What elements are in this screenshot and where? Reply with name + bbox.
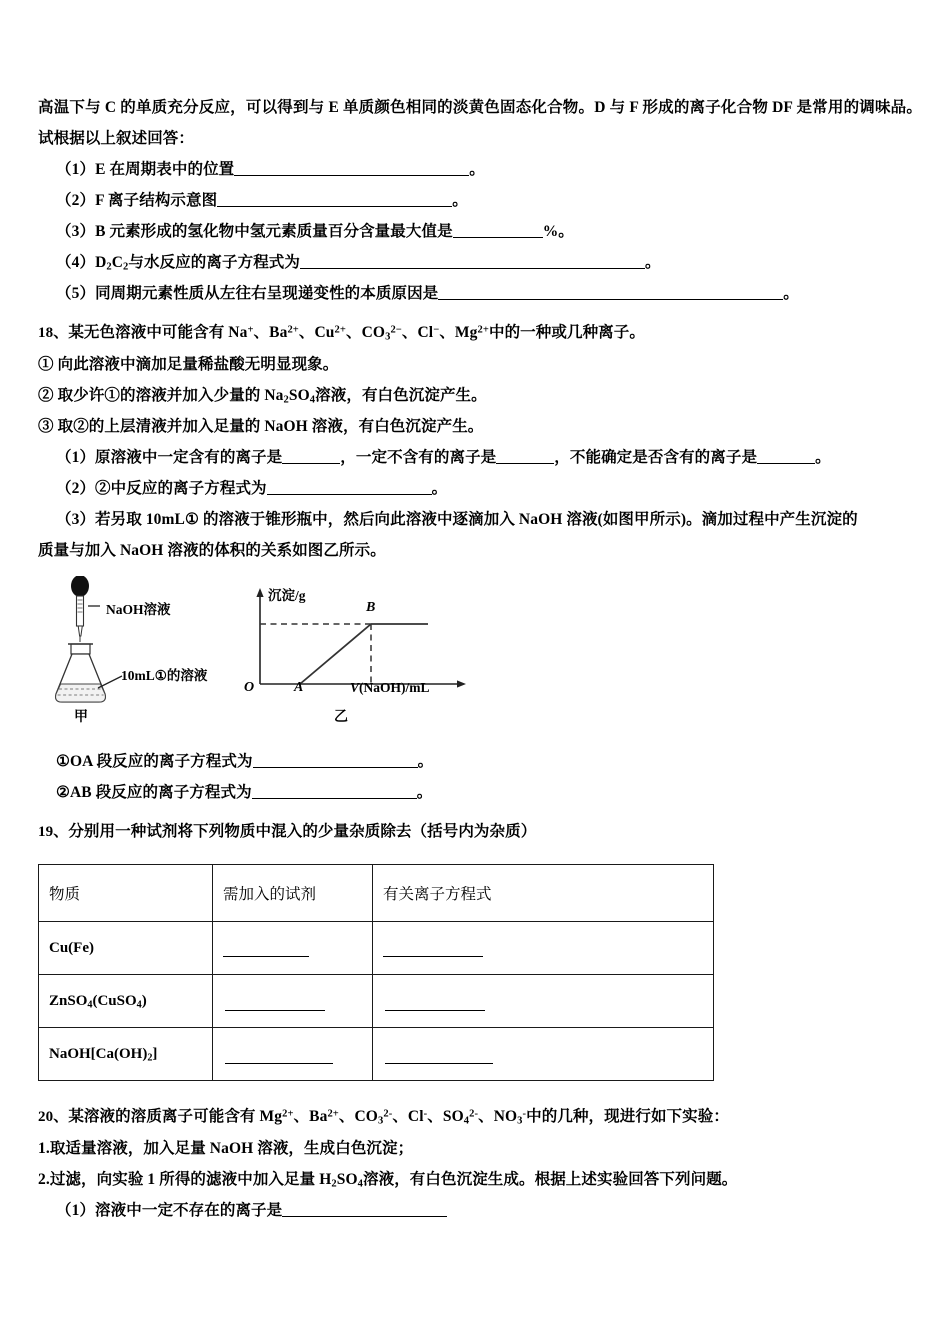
q18-sub2-blank[interactable]	[267, 480, 432, 495]
q18-sub1-c: ，不能确定是否含有的离子是	[554, 449, 758, 466]
intro-item-2-text: F 离子结构示意图	[95, 192, 218, 209]
flask-dropper-svg	[48, 576, 258, 708]
circled-1-marker: ①	[38, 356, 54, 373]
dropper-barrel-icon	[77, 596, 84, 626]
observation-3-text: 取②的上层清液并加入足量的 NaOH 溶液，有白色沉淀产生。	[57, 418, 484, 435]
q18-sub2-a: （2）②中反应的离子方程式为	[56, 480, 267, 497]
row-3-equation-blank[interactable]	[385, 1051, 493, 1064]
question-20-step-2: 2.过滤，向实验 1 所得的滤液中加入足量 $H_2SO_4$溶液，有白色沉淀生成。根据上述实验回答下列问题。	[38, 1171, 738, 1190]
figure-yi-graph	[238, 576, 488, 726]
question-20-sub-1	[38, 1195, 922, 1226]
intro-item-4	[38, 247, 922, 278]
q20-step2-mid: SO	[336, 1171, 358, 1188]
table-row	[39, 1028, 714, 1081]
intro-item-2-label: （2）	[56, 192, 96, 209]
q18-sub1-d: 。	[815, 449, 831, 466]
row-2-reagent-cell[interactable]	[213, 975, 373, 1028]
q18-sub2-b: 。	[431, 480, 448, 497]
question-20-stem-pre: 某溶液的溶质离子可能含有 Mg	[68, 1108, 283, 1125]
graph-y-axis-label: 沉淀/g	[268, 588, 306, 603]
intro-item-2-tail: 。	[452, 192, 468, 209]
dropper-label: NaOH溶液	[106, 602, 171, 617]
intro-item-4-label: （4）	[56, 254, 96, 271]
row-2-equation-cell[interactable]	[373, 975, 714, 1028]
observation-2-pre: 取少许①的溶液并加入少量的 Na	[57, 387, 284, 404]
q20-step2-pre: 2.过滤，向实验 1 所得的滤液中加入足量 H	[38, 1171, 332, 1188]
row-1-equation-cell[interactable]	[373, 922, 714, 975]
table-header-equation: 有关离子方程式	[373, 865, 714, 922]
q18-ab-tail: 。	[416, 784, 433, 801]
intro-item-3	[38, 216, 922, 247]
row-1-reagent-cell[interactable]	[213, 922, 373, 975]
q20-sub1-blank[interactable]	[282, 1202, 447, 1217]
intro-item-1-answer-blank[interactable]	[234, 161, 469, 176]
document-content	[38, 92, 922, 1226]
graph-point-a-label: A	[294, 680, 304, 695]
table-header-substance: 物质	[39, 865, 213, 922]
question-19-number: 19、	[38, 824, 69, 840]
row-1-reagent-blank[interactable]	[223, 944, 309, 957]
experiment-figure	[38, 576, 922, 726]
q18-oa-blank[interactable]	[253, 753, 418, 768]
question-20-step-1: 1.取适量溶液，加入足量 NaOH 溶液，生成白色沉淀；	[38, 1140, 414, 1157]
q18-ab-blank[interactable]	[252, 784, 417, 799]
q18-sub1-b: ，一定不含有的离子是	[340, 449, 497, 466]
graph-x-axis-arrow	[457, 680, 466, 687]
question-18-sub-1	[38, 442, 922, 473]
intro-item-5-label: （5）	[56, 285, 96, 302]
question-18-sub-3-line-2: 质量与加入 NaOH 溶液的体积的关系如图乙所示。	[38, 542, 386, 559]
intro-item-1-text: E 在周期表中的位置	[95, 161, 235, 178]
q18-sub1-blank-1[interactable]	[282, 449, 340, 464]
intro-item-1-label: （1）	[56, 161, 96, 178]
figure-jia-caption: 甲	[74, 710, 88, 725]
table-header-reagent: 需加入的试剂	[213, 865, 373, 922]
flask-leader-line	[98, 676, 122, 688]
figure-yi-caption: 乙	[334, 710, 348, 725]
q18-sub1-a: （1）原溶液中一定含有的离子是	[56, 449, 283, 466]
flask-neck	[71, 644, 90, 654]
question-18-stem-post: 中的一种或几种离子。	[488, 324, 645, 341]
question-20-stem-post: 中的几种，现进行如下实验：	[526, 1108, 729, 1125]
intro-item-5	[38, 278, 922, 309]
intro-paragraph: 高温下与 C 的单质充分反应，可以得到与 E 单质颜色相同的淡黄色固态化合物。D 与 F 形成的离子化合物 DF 是常用的调味品。试根据以上叙述回答：	[38, 99, 922, 147]
table-row	[39, 922, 714, 975]
question-19-stem	[38, 816, 922, 848]
intro-item-3-text: B 元素形成的氢化物中氢元素质量百分含量最大值是	[95, 223, 453, 240]
intro-item-3-tail: %。	[542, 223, 574, 240]
row-3-reagent-cell[interactable]	[213, 1028, 373, 1081]
question-20-number: 20、	[38, 1109, 69, 1125]
q18-sub1-blank-2[interactable]	[496, 449, 554, 464]
row-2-equation-blank[interactable]	[385, 998, 485, 1011]
question-18-sub-2	[38, 473, 922, 504]
intro-item-1-tail: 。	[469, 161, 485, 178]
graph-y-axis-arrow	[256, 588, 263, 597]
dropper-bulb-icon	[71, 576, 89, 597]
q20-step2-post: 溶液，有白色沉淀生成。根据上述实验回答下列问题。	[363, 1171, 738, 1188]
q18-oa-tail: 。	[417, 753, 434, 770]
row-3-substance: $NaOH[Ca(OH)_2]$	[39, 1028, 213, 1081]
intro-item-3-answer-blank[interactable]	[453, 223, 543, 238]
row-1-equation-blank[interactable]	[383, 944, 483, 957]
intro-item-4-answer-blank[interactable]	[300, 254, 645, 269]
question-18-stem: 18、某无色溶液中可能含有 Na+、$Ba^{2+}$、$Cu^{2+}$、$CO_3^{2-}$、Cl−、$Mg^{2+}$中的一种或几种离子。	[38, 324, 645, 343]
row-2-substance: ZnSO$_4$(CuSO$_4$)	[39, 975, 213, 1028]
intro-item-3-label: （3）	[56, 223, 96, 240]
circled-2-marker: ②	[38, 387, 54, 404]
flask-liquid	[56, 684, 106, 702]
question-18-observation-1	[38, 349, 922, 380]
observation-1-text: 向此溶液中滴加足量稀盐酸无明显现象。	[57, 356, 339, 373]
table-header-row	[39, 865, 714, 922]
table-row	[39, 975, 714, 1028]
intro-item-4-text: 与水反应的离子方程式为	[128, 254, 301, 271]
question-18-sub-3-line-1: （3）若另取 10mL① 的溶液于锥形瓶中，然后向此溶液中逐滴加入 NaOH 溶液(如图甲所示)。滴加过程中产生沉淀的	[56, 511, 858, 528]
question-19-stem-text: 分别用一种试剂将下列物质中混入的少量杂质除去（括号内为杂质）	[68, 823, 537, 840]
question-18-number: 18、	[38, 325, 69, 341]
intro-item-5-text: 同周期元素性质从左往右呈现递变性的本质原因是	[95, 285, 439, 302]
row-2-reagent-blank[interactable]	[225, 998, 325, 1011]
intro-item-4-tail: 。	[645, 254, 661, 271]
question-18-stem-pre: 某无色溶液中可能含有 Na	[68, 324, 248, 341]
intro-item-2-answer-blank[interactable]	[217, 192, 452, 207]
row-1-substance: Cu(Fe)	[39, 922, 213, 975]
question-18-observation-2: ② 取少许①的溶液并加入少量的 $Na_2SO_4$溶液，有白色沉淀产生。	[38, 387, 487, 406]
graph-point-b-label: B	[366, 600, 376, 615]
observation-2-post: 溶液，有白色沉淀产生。	[315, 387, 487, 404]
question-18-ab-line	[38, 777, 922, 808]
intro-item-4-formula: $D_2C_2$	[95, 254, 129, 273]
intro-item-1	[38, 154, 922, 185]
observation-2-mid: SO	[288, 387, 310, 404]
circled-3-marker: ③	[38, 418, 54, 435]
question-18-observation-3	[38, 411, 922, 442]
graph-segment-ab	[300, 624, 371, 684]
q18-ab-text: ②AB 段反应的离子方程式为	[56, 784, 252, 801]
q18-oa-text: ①OA 段反应的离子方程式为	[56, 753, 253, 770]
reagent-table	[38, 864, 714, 1081]
intro-item-5-tail: 。	[783, 285, 799, 302]
intro-item-5-answer-blank[interactable]	[438, 285, 783, 300]
flask-content-label: 10mL①的溶液	[121, 668, 208, 683]
q18-sub1-blank-3[interactable]	[757, 449, 815, 464]
question-18-oa-line	[38, 746, 922, 777]
row-3-equation-cell[interactable]	[373, 1028, 714, 1081]
graph-origin-label: O	[244, 680, 255, 695]
graph-x-axis-label: V(NaOH)/mL	[350, 680, 430, 695]
row-3-reagent-blank[interactable]	[225, 1051, 333, 1064]
question-20-stem: 20、某溶液的溶质离子可能含有 $Mg^{2+}$、$Ba^{2+}$、$CO_3^{2-}$、Cl-、$SO_4^{2-}$、$NO_3^-$中的几种，现进行如下实验：	[38, 1108, 729, 1127]
q20-sub1-text: （1）溶液中一定不存在的离子是	[56, 1202, 283, 1219]
figure-jia-apparatus	[48, 576, 258, 726]
intro-item-2	[38, 185, 922, 216]
